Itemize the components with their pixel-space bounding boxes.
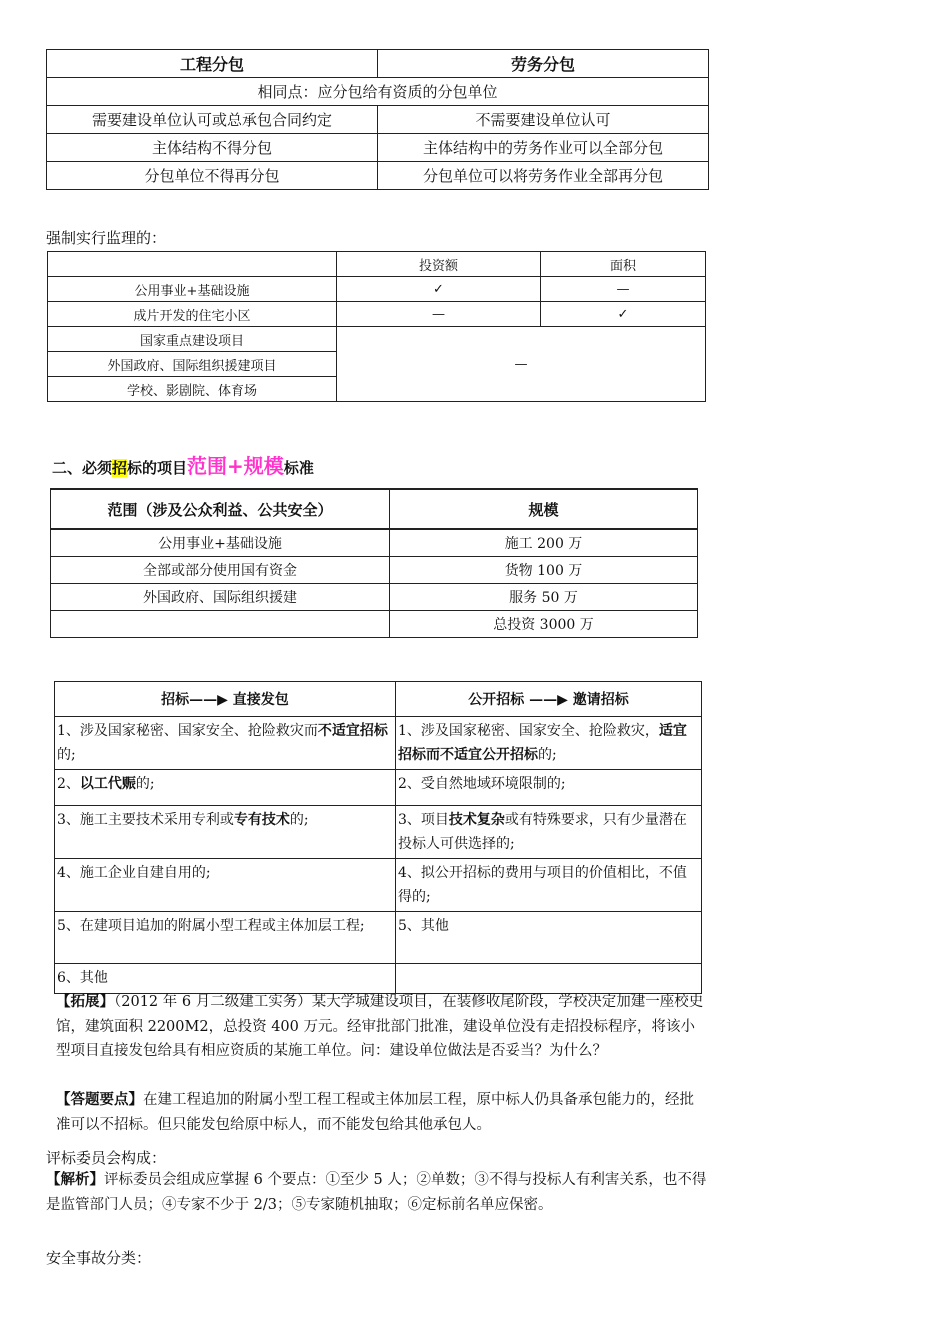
table-cell: 施工 200 万 bbox=[390, 529, 698, 557]
table-cell: 总投资 3000 万 bbox=[390, 611, 698, 638]
answer-paragraph bbox=[56, 1088, 708, 1137]
table-cell: 国家重点建设项目 bbox=[48, 327, 337, 352]
supervision-title: 强制实行监理的： bbox=[46, 229, 167, 247]
header-scope: 范围（涉及公众利益、公共安全） bbox=[51, 489, 390, 529]
check-mark: ✓ bbox=[541, 302, 706, 327]
table-cell bbox=[51, 611, 390, 638]
title-part: 标准 bbox=[283, 459, 314, 477]
title-part: 标的项目 bbox=[127, 459, 188, 477]
title-part: 二、必须 bbox=[52, 459, 113, 477]
table-cell: 服务 50 万 bbox=[390, 584, 698, 611]
header-invited-tender: 公开招标 ——▶ 邀请招标 bbox=[396, 682, 702, 717]
committee-title: 评标委员会构成： bbox=[46, 1149, 167, 1167]
table-cell: 4、拟公开招标的费用与项目的价值相比，不值得的; bbox=[396, 859, 702, 912]
header-area: 面积 bbox=[541, 252, 706, 277]
table-cell: 公用事业+基础设施 bbox=[48, 277, 337, 302]
tender-exception-table bbox=[54, 681, 702, 994]
table-cell: 2、以工代赈的; bbox=[55, 770, 396, 806]
table-cell: 不需要建设单位认可 bbox=[378, 106, 709, 134]
table-cell: 4、施工企业自建自用的; bbox=[55, 859, 396, 912]
header-labor-subcontract: 劳务分包 bbox=[378, 50, 709, 78]
merged-dash: — bbox=[337, 327, 706, 402]
table-cell: 主体结构中的劳务作业可以全部分包 bbox=[378, 134, 709, 162]
table-cell: 需要建设单位认可或总承包合同约定 bbox=[47, 106, 378, 134]
header-engineering-subcontract: 工程分包 bbox=[47, 50, 378, 78]
answer-label: 【答题要点】 bbox=[56, 1091, 143, 1108]
header-investment: 投资额 bbox=[337, 252, 541, 277]
safety-title: 安全事故分类： bbox=[46, 1249, 152, 1267]
table-cell: 分包单位可以将劳务作业全部再分包 bbox=[378, 162, 709, 190]
expand-paragraph bbox=[56, 990, 708, 1064]
committee-text: 评标委员会组成应掌握 6 个要点：①至少 5 人；②单数；③不得与投标人有利害关系，也不得是监管部门人员；④专家不少于 2/3；⑤专家随机抽取；⑥定标前名单应保密。 bbox=[46, 1172, 707, 1213]
table-cell: 全部或部分使用国有资金 bbox=[51, 557, 390, 584]
table-cell: 外国政府、国际组织援建 bbox=[51, 584, 390, 611]
header-direct-award: 招标——▶ 直接发包 bbox=[55, 682, 396, 717]
expand-text: （2012 年 6 月二级建工实务）某大学城建设项目，在装修收尾阶段，学校决定加建一座校史馆，建筑面积 2200M2，总投资 400 万元。经审批部门批准，建设单位没有走招投标程序，将该小型项目直接发包给具有相应资质的某施工单位。问：建设单位做法是否妥当？为什么？ bbox=[56, 994, 704, 1059]
supervision-table bbox=[47, 251, 706, 402]
table-cell: 分包单位不得再分包 bbox=[47, 162, 378, 190]
dash-mark: — bbox=[337, 302, 541, 327]
header-scale: 规模 bbox=[390, 489, 698, 529]
tender-scope-table bbox=[50, 488, 698, 638]
check-mark: ✓ bbox=[337, 277, 541, 302]
expand-label: 【拓展】 bbox=[56, 993, 114, 1010]
answer-text: 在建工程追加的附属小型工程工程或主体加层工程，原中标人仍具备承包能力的，经批准可以不招标。但只能发包给原中标人，而不能发包给其他承包人。 bbox=[56, 1092, 694, 1133]
dash-mark: — bbox=[541, 277, 706, 302]
table-cell: 主体结构不得分包 bbox=[47, 134, 378, 162]
table-cell: 1、涉及国家秘密、国家安全、抢险救灾而不适宜招标的; bbox=[55, 717, 396, 770]
table-cell: 货物 100 万 bbox=[390, 557, 698, 584]
table-cell: 3、施工主要技术采用专利或专有技术的; bbox=[55, 806, 396, 859]
table-cell: 5、在建项目追加的附属小型工程或主体加层工程; bbox=[55, 912, 396, 964]
table-cell bbox=[48, 252, 337, 277]
committee-paragraph bbox=[46, 1168, 711, 1217]
table-cell: 公用事业+基础设施 bbox=[51, 529, 390, 557]
table-cell: 成片开发的住宅小区 bbox=[48, 302, 337, 327]
title-highlight: 招 bbox=[112, 459, 128, 477]
table-cell: 2、受自然地域环境限制的; bbox=[396, 770, 702, 806]
committee-label: 【解析】 bbox=[46, 1171, 104, 1188]
table-cell: 5、其他 bbox=[396, 912, 702, 964]
common-point: 相同点：应分包给有资质的分包单位 bbox=[47, 78, 709, 106]
table-cell: 1、涉及国家秘密、国家安全、抢险救灾，适宜招标而不适宜公开招标的; bbox=[396, 717, 702, 770]
section-title bbox=[52, 450, 314, 479]
table-cell: 外国政府、国际组织援建项目 bbox=[48, 352, 337, 377]
table-cell: 6、其他 bbox=[55, 964, 396, 994]
subcontract-comparison-table bbox=[46, 49, 709, 190]
title-emphasis: 范围+规模 bbox=[187, 454, 284, 478]
table-cell: 3、项目技术复杂或有特殊要求，只有少量潜在投标人可供选择的; bbox=[396, 806, 702, 859]
table-cell: 学校、影剧院、体育场 bbox=[48, 377, 337, 402]
table-cell bbox=[396, 964, 702, 994]
